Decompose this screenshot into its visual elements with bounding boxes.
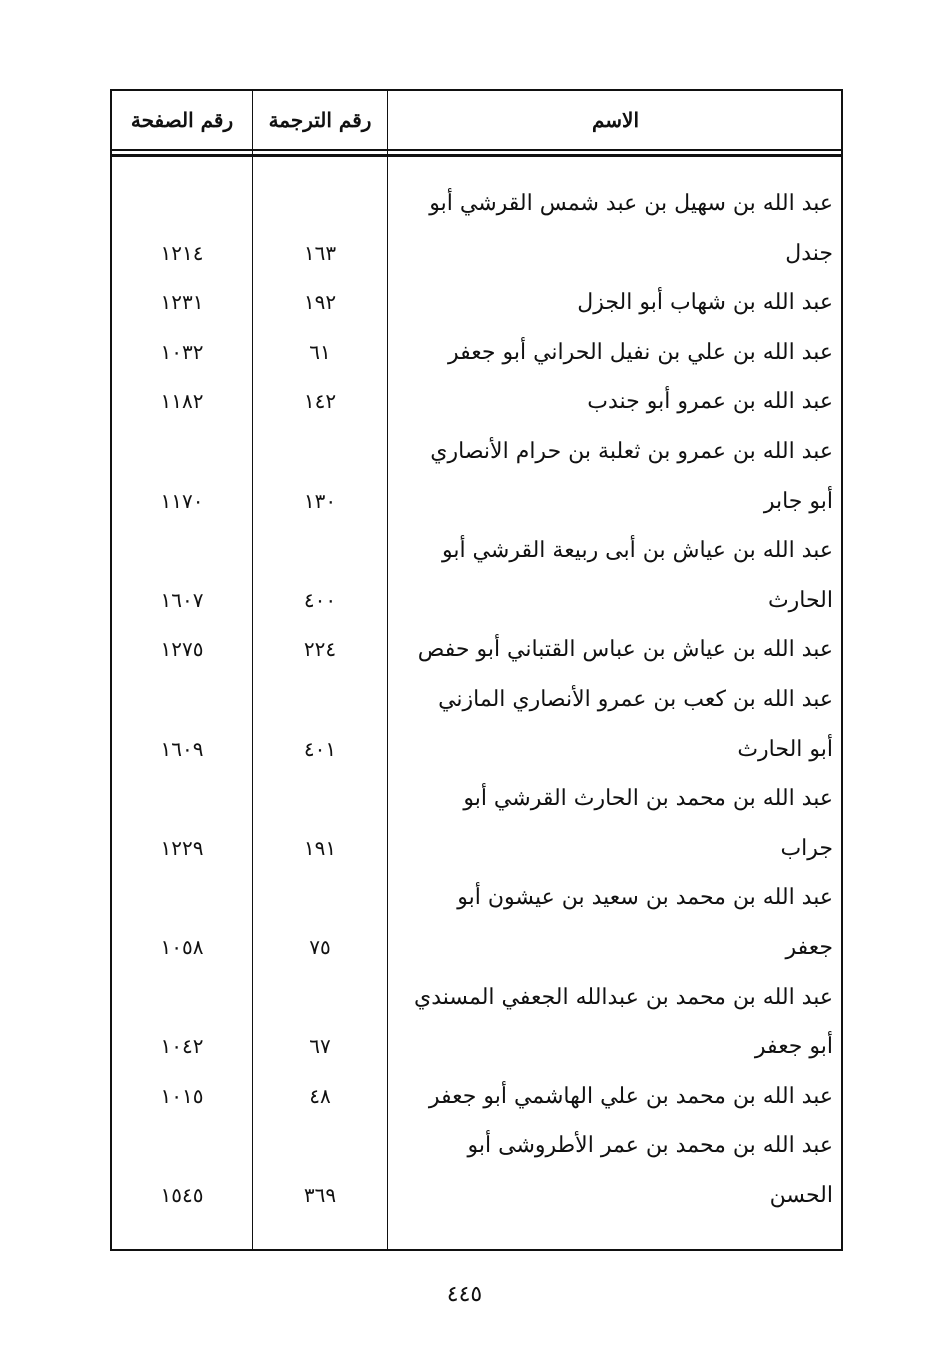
entry-name: عبد الله بن سهيل بن عبد شمس القرشي أبو — [429, 191, 833, 216]
entry-page-number: ١٠٣٢ — [160, 339, 204, 364]
entry-page-number: ١٢٧٥ — [160, 637, 204, 662]
entry-name: عبد الله بن عياش بن أبى ربيعة القرشي أبو — [441, 538, 833, 564]
table-row — [112, 477, 841, 527]
entry-name: عبد الله بن عمرو بن ثعلبة بن حرام الأنصاري — [430, 439, 833, 464]
entry-translation-number: ٧٥ — [309, 935, 331, 959]
entry-translation-number: ١٣٠ — [303, 488, 337, 513]
entry-name: جندل — [785, 240, 833, 266]
header-divider-thick — [112, 154, 841, 157]
entry-translation-number: ٦٧ — [309, 1034, 331, 1059]
entry-page-number — [112, 1121, 252, 1171]
entry-page-number: ١٦٠٧ — [160, 587, 204, 612]
entry-name: الحارث — [767, 587, 833, 613]
entry-page-number: ١٢١٤ — [160, 240, 204, 265]
entry-name: عبد الله بن محمد بن عمر الأطروشى أبو — [467, 1133, 833, 1159]
table-row — [112, 625, 841, 675]
entry-page-number: ١٠٤٢ — [160, 1034, 204, 1059]
table-row — [112, 1121, 841, 1171]
entry-translation-number: ٤٠١ — [303, 736, 337, 761]
table-row — [112, 328, 841, 378]
table-row — [112, 774, 841, 824]
table-row — [112, 725, 841, 775]
entry-translation-number: ٤٠٠ — [303, 587, 337, 612]
entry-translation-number — [253, 675, 387, 725]
entry-name: عبد الله بن شهاب أبو الجزل — [577, 290, 833, 316]
table-row — [112, 576, 841, 626]
table-row — [112, 1072, 841, 1122]
table-row — [112, 973, 841, 1023]
entry-name: عبد الله بن محمد بن عبدالله الجعفي المسندي — [413, 984, 833, 1010]
table-row — [112, 278, 841, 328]
entry-name: عبد الله بن عمرو أبو جندب — [587, 389, 833, 415]
entry-page-number — [112, 526, 252, 576]
table-row — [112, 377, 841, 427]
entry-name: عبد الله بن عياش بن عباس القتباني أبو حفص — [417, 637, 833, 663]
entry-page-number — [112, 973, 252, 1023]
entry-page-number: ١٢٣١ — [160, 290, 204, 315]
page-number: ٤٤٥ — [446, 1282, 483, 1307]
table-row — [112, 179, 841, 229]
entry-page-number: ١٠١٥ — [160, 1083, 204, 1108]
entry-name: جراب — [780, 835, 833, 861]
entry-page-number — [112, 774, 252, 824]
entry-name: أبو الحارث — [737, 736, 833, 762]
entry-name: جعفر — [785, 935, 833, 960]
entry-name: أبو جعفر — [754, 1034, 833, 1060]
entry-page-number — [112, 427, 252, 477]
entry-page-number — [112, 179, 252, 229]
table-row — [112, 873, 841, 923]
table-header — [112, 91, 841, 149]
entry-translation-number — [253, 1121, 387, 1171]
entry-translation-number: ٦١ — [309, 339, 331, 364]
header-translation-number: رقم الترجمة — [268, 108, 372, 132]
entry-translation-number: ٢٢٤ — [303, 637, 337, 662]
entry-page-number — [112, 675, 252, 725]
header-page-number: رقم الصفحة — [130, 108, 234, 132]
table-row — [112, 675, 841, 725]
entry-name: الحسن — [769, 1183, 833, 1208]
entry-translation-number: ٤٨ — [309, 1083, 331, 1108]
header-divider — [112, 149, 841, 151]
entry-name: عبد الله بن محمد بن الحارث القرشي أبو — [463, 786, 833, 812]
entry-translation-number — [253, 973, 387, 1023]
entry-translation-number — [253, 526, 387, 576]
entry-page-number: ١٥٤٥ — [160, 1183, 204, 1207]
entry-translation-number — [253, 427, 387, 477]
entry-translation-number: ١٩١ — [303, 835, 337, 860]
entry-name: عبد الله بن محمد بن سعيد بن عيشون أبو — [457, 885, 833, 911]
table-row — [112, 229, 841, 279]
table-row — [112, 923, 841, 973]
entry-translation-number — [253, 179, 387, 229]
entry-translation-number: ٣٦٩ — [303, 1183, 337, 1207]
table-row — [112, 526, 841, 576]
entry-page-number: ١١٧٠ — [160, 488, 204, 513]
table-row — [112, 427, 841, 477]
index-table — [110, 89, 843, 1251]
entry-name: عبد الله بن محمد بن علي الهاشمي أبو جعفر — [428, 1083, 833, 1109]
entry-translation-number — [253, 774, 387, 824]
entry-name: عبد الله بن علي بن نفيل الحراني أبو جعفر — [448, 339, 833, 365]
entry-translation-number — [253, 873, 387, 923]
entry-page-number: ١٠٥٨ — [160, 935, 204, 959]
entry-name: عبد الله بن كعب بن عمرو الأنصاري المازني — [438, 687, 833, 712]
table-row — [112, 1171, 841, 1221]
entry-page-number: ١٢٢٩ — [160, 835, 204, 860]
header-name: الاسم — [591, 108, 640, 132]
entry-translation-number: ١٤٢ — [303, 389, 337, 414]
entry-name: أبو جابر — [763, 488, 833, 514]
entry-page-number — [112, 873, 252, 923]
entry-translation-number: ١٩٢ — [303, 290, 337, 315]
table-row — [112, 1022, 841, 1072]
entry-page-number: ١١٨٢ — [160, 389, 204, 414]
entry-translation-number: ١٦٣ — [303, 240, 337, 265]
entry-page-number: ١٦٠٩ — [160, 736, 204, 761]
table-row — [112, 824, 841, 874]
